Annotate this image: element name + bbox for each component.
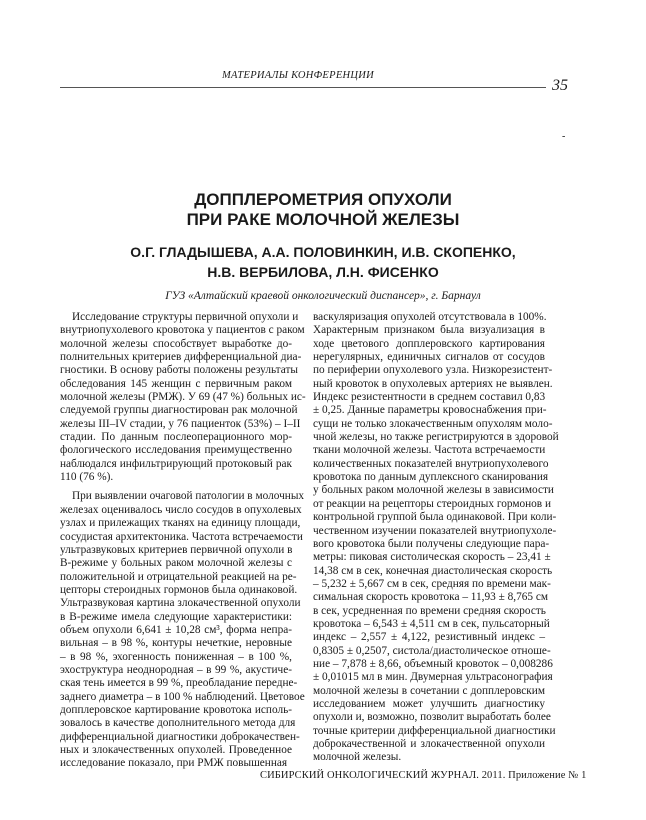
text-line: в В-режиме имела следующие характеристики: xyxy=(60,610,292,623)
text-line: наблюдался инфильтрирующий протоковый рак xyxy=(60,457,292,470)
text-line: от реакции на рецепторы стероидных гормонов и xyxy=(313,497,552,510)
text-line: зовалось в качестве дополнительного метода для xyxy=(60,717,296,730)
text-line: гностики. В основу работы положены результаты xyxy=(60,364,299,377)
text-line: Исследование структуры первичной опухоли и xyxy=(72,311,299,323)
text-line: контрольной группой была одинаковой. При коли- xyxy=(313,511,557,524)
paragraph xyxy=(60,490,305,770)
text-line: симальная скорость кровотока – 11,93 ± 8,765 см xyxy=(313,591,549,604)
right-column xyxy=(313,311,559,765)
text-line: опухоли и, возможно, позволит выработать более xyxy=(313,711,551,724)
text-line: сущи не только злокачественным опухолям моло- xyxy=(313,417,553,430)
text-line: индекс – 2,557 ± 4,122, резистивный индекс – xyxy=(313,631,545,644)
text-line: чественном изучении показателей внутриопухоле- xyxy=(313,524,557,537)
text-line: кровотока – 6,543 ± 4,511 см в сек, пульсаторный xyxy=(313,617,550,630)
text-line: Характерным признаком была визуализация в xyxy=(313,324,545,337)
text-line: ская тень имеется в 99 %, преобладание передне- xyxy=(60,677,298,690)
text-line: ± 0,01015 мл в мин. Двумерная ультрасонография xyxy=(313,671,553,684)
text-line: вильная – в 98 %, контуры нечеткие, неровные xyxy=(60,637,292,650)
author-list xyxy=(0,242,646,282)
journal-footer: СИБИРСКИЙ ОНКОЛОГИЧЕСКИЙ ЖУРНАЛ. 2011. Приложение № 1 xyxy=(260,770,587,781)
paragraph xyxy=(60,311,306,484)
text-line: При выявлении очаговой патологии в молочных xyxy=(72,490,305,503)
text-line: количественных показателей внутриопухолевого xyxy=(313,457,549,470)
text-line: Индекс резистентности в среднем составил 0,83 xyxy=(313,391,546,404)
text-line: ультразвуковых критериев первичной опухоли в xyxy=(60,543,293,556)
text-line: ных и злокачественных опухолей. Проведенное xyxy=(60,744,292,756)
text-line: 110 (76 %). xyxy=(60,471,114,484)
page-number: 35 xyxy=(552,77,568,94)
text-line: железы III–IV стадии, у 76 пациенток (53%) – I–II xyxy=(60,417,301,430)
text-line: ный кровоток в опухолевых артериях не выявлен. xyxy=(313,377,553,390)
text-line: ткани молочной железы. Частота встречаемости xyxy=(313,444,546,457)
text-line: – в 98 %, эхогенность пониженная – в 100 %, xyxy=(60,650,292,663)
text-line: нерегулярных, единичных сигналов от сосудов xyxy=(313,351,545,364)
text-line: кровотока по данным дуплексного сканирования xyxy=(313,471,549,484)
text-line: метры: пиковая систолическая скорость – 23,41 ± xyxy=(313,551,551,564)
text-line: полнительных критериев дифференциальной диа- xyxy=(60,351,302,364)
text-line: цепторы стероидных гормонов была одинаковой. xyxy=(60,583,298,596)
text-line: обследования 145 женщин с первичным раком xyxy=(60,377,292,390)
text-line: эхоструктура неоднородная – в 99 %, акустиче- xyxy=(60,663,292,676)
text-line: фологического исследования преимущественно xyxy=(60,444,292,457)
text-line: следуемой группы диагностирован рак молочной xyxy=(60,404,298,417)
author-line: О.Г. ГЛАДЫШЕВА, А.А. ПОЛОВИНКИН, И.В. СКОПЕНКО, xyxy=(130,244,516,260)
text-line: доброкачественной и злокачественной опухоли xyxy=(313,738,545,750)
text-line: допплеровское картирование кровотока исполь- xyxy=(60,703,292,716)
text-line: ходе цветового допплеровского картирования xyxy=(313,337,545,350)
text-line: вого кровотока были получены следующие пара- xyxy=(313,537,550,550)
text-line: по периферии опухолевого узла. Низкорезистент- xyxy=(313,364,553,377)
text-line: положительной и отрицательной реакцией на ре- xyxy=(60,570,297,583)
title-line: ПРИ РАКЕ МОЛОЧНОЙ ЖЕЛЕЗЫ xyxy=(186,210,460,229)
text-line: дифференциальной диагностики доброкачествен- xyxy=(60,730,300,743)
text-line: Ультразвуковая картина злокачественной опухоли xyxy=(60,597,301,610)
text-line: 14,38 см в сек, конечная диастолическая скорость xyxy=(313,564,553,577)
text-line: у больных раком молочной железы в зависимости xyxy=(313,484,554,497)
text-line: в сек, усредненная по времени средняя скорость xyxy=(313,604,546,617)
text-line: узлах и прилежащих тканях на единицу площади, xyxy=(60,517,301,530)
text-line: чной железы, но также регистрируются в здоровой xyxy=(313,431,559,444)
text-line: молочной железы (РМЖ). У 69 (47 %) больных ис- xyxy=(60,391,306,404)
article-title xyxy=(0,190,646,230)
text-line: исследованием может улучшить диагностику xyxy=(313,697,545,710)
text-line: В-режиме у больных раком молочной железы с xyxy=(60,557,292,570)
text-line: внутриопухолевого кровотока у пациентов с раком xyxy=(60,324,305,337)
left-column xyxy=(60,311,306,771)
header-rule xyxy=(60,87,546,88)
text-line: объем опухоли 6,641 ± 10,28 см³, форма непра- xyxy=(60,623,292,636)
text-line: 0,8305 ± 0,2507, систола/диастолическое отноше- xyxy=(313,644,551,657)
text-line: заднего диаметра – в 100 % наблюдений. Цветовое xyxy=(60,690,305,703)
text-line: молочной железы. xyxy=(313,751,402,764)
text-line: молочной железы способствует выработке до- xyxy=(60,337,292,350)
text-line: железах оценивалось число сосудов в опухолевых xyxy=(60,503,302,516)
affiliation: ГУЗ «Алтайский краевой онкологический диспансер», г. Барнаул xyxy=(165,290,481,302)
text-line: стадии. По данным послеоперационного мор- xyxy=(60,431,292,444)
paragraph xyxy=(313,311,559,765)
text-line: молочной железы в сочетании с допплеровским xyxy=(313,684,545,697)
running-head: МАТЕРИАЛЫ КОНФЕРЕНЦИИ xyxy=(222,70,375,81)
text-line: ние – 7,878 ± 8,66, объемный кровоток – 0,008286 xyxy=(313,657,553,670)
title-line: ДОППЛЕРОМЕТРИЯ ОПУХОЛИ xyxy=(194,190,452,209)
text-line: исследование показало, при РМЖ повышенная xyxy=(60,757,288,770)
text-line: точные критерии дифференциальной диагностики xyxy=(313,724,556,737)
text-line: ± 0,25. Данные параметры кровоснабжения при- xyxy=(313,404,547,417)
margin-mark: - xyxy=(562,131,566,142)
author-line: Н.В. ВЕРБИЛОВА, Л.Н. ФИСЕНКО xyxy=(207,264,439,280)
text-line: сосудистая архитектоника. Частота встречаемости xyxy=(60,530,303,543)
text-line: васкуляризация опухолей отсутствовала в 100%. xyxy=(313,311,547,323)
text-line: – 5,232 ± 5,667 см в сек, средняя по времени мак- xyxy=(313,577,551,590)
